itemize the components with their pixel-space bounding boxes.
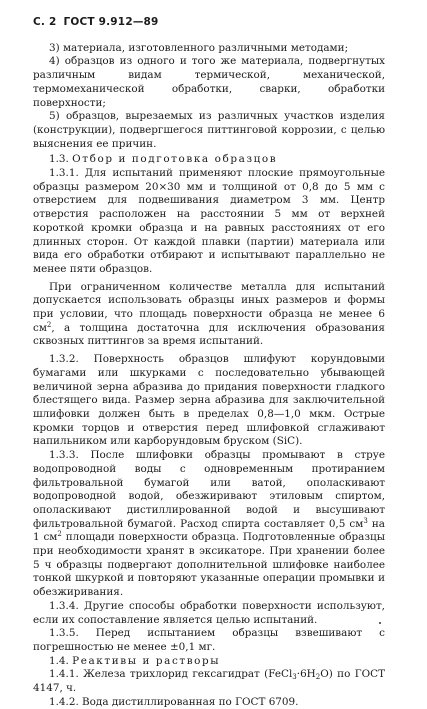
paragraph-1-4-1: 1.4.1. Железа трихлорид гексагидрат $(FeCl_3\cdot 6H_2O)$ по ГОСТ 4147, ч. bbox=[33, 668, 386, 695]
section-title: Реактивы и растворы bbox=[72, 654, 221, 667]
list-item: 4) образцов из одного и того же материала, подвергнутых различным видам термической, механической, термомеханической обработки, сварки, обработки поверхности; bbox=[33, 55, 385, 109]
paragraph-limited-metal: При ограниченном количестве металла для испытаний допускается использовать образцы иных размеров и формы при условии, что площадь поверхности образца не менее 6 $см^2$, а толщина достаточна для исключения образования сквозных питтингов за время испытаний. bbox=[33, 280, 385, 348]
section-number: 1.3. bbox=[49, 153, 69, 166]
section-heading-1-3 bbox=[33, 153, 385, 167]
paragraph-1-3-2: 1.3.2. Поверхность образцов шлифуют корундовыми бумагами или шкурками с последовательно убывающей величиной зерна абразива до придания поверхности гладкого блестящего вида. Размер зерна абразива для заключительной шлифовки должен быть в пределах 0,8—1,0 мкм. Острые кромки торцов и отверстия перед шлифовкой сглаживают напильником или карборундовым бруском (SiC). bbox=[33, 353, 385, 448]
page-header bbox=[33, 16, 385, 30]
standard-code: ГОСТ 9.912—89 bbox=[63, 16, 159, 28]
list-item: 5) образцов, вырезаемых из различных участков изделия (конструкции), подвергшегося питтинговой коррозии, с целью выяснения ее причин. bbox=[33, 110, 385, 150]
scan-speck bbox=[379, 622, 381, 624]
paragraph-1-3-4: 1.3.4. Другие способы обработки поверхности используют, если их сопоставление является целью испытаний. bbox=[33, 599, 385, 626]
paragraph-1-3-3: 1.3.3. После шлифовки образцы промывают в струе водопроводной воды с одновременным протиранием фильтровальной бумагой или ватой, ополаскивают водопроводной водой, обезжиривают этиловым спиртом, ополаскивают дистиллированной водой и высушивают фильтровальной бумагой. Расход спирта составляет 0,5 $см^3$ на 1 $см^2$ площади поверхности образца. Подготовленные образцы при необходимости хранят в эксикаторе. При хранении более 5 ч образцы подвергают дополнительной шлифовке наиболее тонкой шкуркой и повторяют указанные операции промывки и обезжиривания. bbox=[33, 449, 385, 599]
section-title: Отбор и подготовка образцов bbox=[72, 153, 278, 166]
paragraph-1-3-1: 1.3.1. Для испытаний применяют плоские прямоугольные образцы размером 20×30 мм и толщиной от 0,8 до 5 мм с отверстием для подвешивания диаметром 3 мм. Центр отверстия расположен на расстоянии 5 мм от верхней короткой кромки образца и на равных расстояниях от его длинных сторон. От каждой плавки (партии) материала или вида его обработки отбирают и испытывают параллельно не менее пяти образцов. bbox=[33, 167, 385, 275]
section-number: 1.4. bbox=[49, 654, 69, 667]
paragraph-1-4-2: 1.4.2. Вода дистиллированная по ГОСТ 6709. bbox=[49, 695, 299, 708]
section-heading-1-4 bbox=[33, 655, 385, 669]
paragraph-1-3-5: 1.3.5. Перед испытанием образцы взвешивают с погрешностью не менее ±0,1 мг. bbox=[33, 627, 385, 653]
list-item: 3) материала, изготовленного различными методами; bbox=[49, 41, 349, 54]
page-number: С. 2 bbox=[33, 16, 57, 28]
